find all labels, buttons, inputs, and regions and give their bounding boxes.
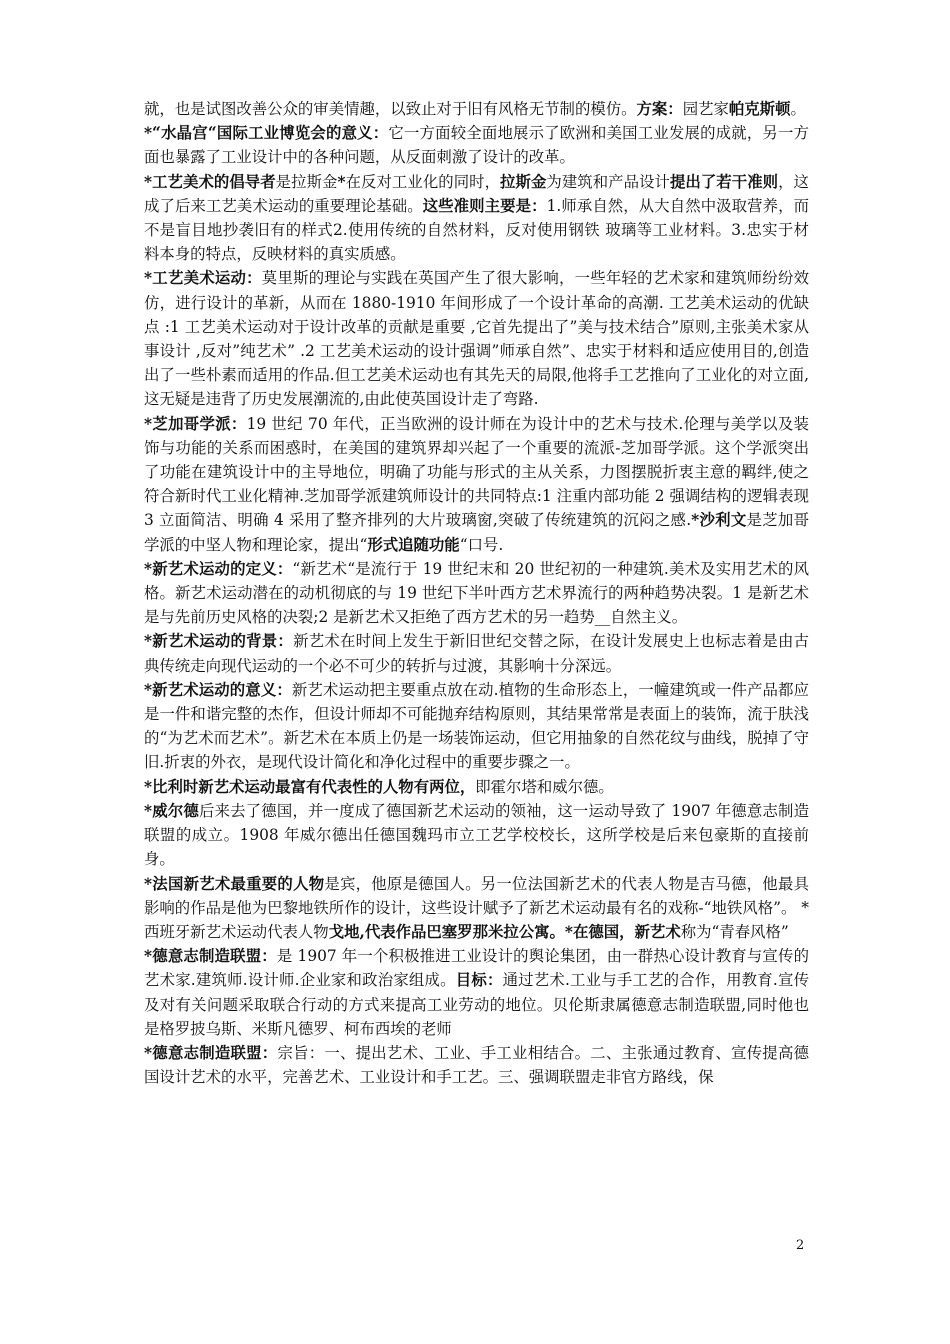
- paragraph-art-nouveau-definition: *新艺术运动的定义：“新艺术“是流行于 19 世纪末和 20 世纪初的一种建筑.美术及实用艺术的风格。新艺术运动潜在的动机彻底的与 19 世纪下半叶西方艺术界流行的两种趋势决裂。1 是新艺术是与先前历史风格的决裂;2 是新艺术又拒绝了西方艺术的另一趋势__自然主义。: [144, 559, 809, 627]
- paragraph-werkbund-aims: *德意志制造联盟：宗旨：一、提出艺术、工业、手工业相结合。二、主张通过教育、宣传提高德国设计艺术的水平，完善艺术、工业设计和手工艺。三、强调联盟走非官方路线，保: [144, 1043, 809, 1087]
- paragraph-werkbund-definition: *德意志制造联盟：是 1907 年一个积极推进工业设计的舆论集团，由一群热心设计教育与宣传的艺术家.建筑师.设计师.企业家和政治家组成。目标：通过艺术.工业与手工艺的合作，用教育.宣传及对有关问题采取联合行动的方式来提高工业劳动的地位。贝伦斯隶属德意志制造联盟,同时他也是格罗披乌斯、米斯凡德罗、柯布西埃的老师: [144, 947, 809, 1038]
- paragraph-arts-crafts-advocate: *工艺美术的倡导者是拉斯金*在反对工业化的同时，拉斯金为建筑和产品设计提出了若干准则，这成了后来工艺美术运动的重要理论基础。这些准则主要是：1.师承自然，从大自然中汲取营养，而不是盲目地抄袭旧有的样式2.使用传统的自然材料，反对使用钢铁 玻璃等工业材料。3.忠实于材料本身的特点，反映材料的真实质感。: [144, 172, 809, 264]
- paragraph-p1: 就，也是试图改善公众的审美情趣，以致止对于旧有风格无节制的模仿。方案：园艺家帕克斯顿。: [144, 100, 806, 118]
- paragraph-chicago-school: *芝加哥学派：19 世纪 70 年代，正当欧洲的设计师在为设计中的艺术与技术.伦理与美学以及装饰与功能的关系而困惑时，在美国的建筑界却兴起了一个重要的流派-芝加哥学派。这个学派突出了功能在建筑设计中的主导地位，明确了功能与形式的主从关系，力图摆脱折衷主意的羁绊,使之符合新时代工业化精神.芝加哥学派建筑师设计的共同特点:1 注重内部功能 2 强调结构的逻辑表现 3 立面简洁、明确 4 采用了整齐排列的大片玻璃窗,突破了传统建筑的沉闷之感.*沙利文是芝加哥学派的中坚人物和理论家，提出“形式追随功能“口号.: [144, 414, 809, 554]
- paragraph-france-art-nouveau: *法国新艺术最重要的人物是宾，他原是德国人。另一位法国新艺术的代表人物是吉马德，他最具影响的作品是他为巴黎地铁所作的设计，这些设计赋予了新艺术运动最有名的戏称-“地铁风格”。 *西班牙新艺术运动代表人物戈地,代表作品巴塞罗那米拉公寓。*在德国，新艺术称为“青春风格”: [144, 874, 809, 941]
- page-number: 2: [796, 1238, 805, 1253]
- paragraph-art-nouveau-significance: *新艺术运动的意义：新艺术运动把主要重点放在动.植物的生命形态上，一幢建筑或一件产品都应是一件和谐完整的杰作，但设计师却不可能抛弃结构原则，其结果常常是表面上的装饰，流于肤浅的“为艺术而艺术”。新艺术在本质上仍是一场装饰运动，但它用抽象的自然花纹与曲线，脱掉了守旧.折衷的外衣，是现代设计简化和净化过程中的重要步骤之一。: [144, 680, 809, 772]
- paragraph-belgium-figures: *比利时新艺术运动最富有代表性的人物有两位，即霍尔塔和威尔德。: [144, 777, 614, 796]
- paragraph-crystal-palace: *“水晶宫“国际工业博览会的意义：它一方面较全面地展示了欧洲和美国工业发展的成就，另一方面也暴露了工业设计中的各种问题，从反面刺激了设计的改革。: [144, 124, 809, 167]
- paragraph-art-nouveau-background: *新艺术运动的背景：新艺术在时间上发生于新旧世纪交替之际，在设计发展史上也标志着是由古典传统走向现代运动的一个必不可少的转折与过渡，其影响十分深远。: [144, 632, 809, 675]
- paragraph-arts-crafts-movement: *工艺美术运动：莫里斯的理论与实践在英国产生了很大影响，一些年轻的艺术家和建筑师纷纷效仿，进行设计的革新，从而在 1880-1910 年间形成了一个设计革命的高潮. 工艺美术运动的优缺点 :1 工艺美术运动对于设计改革的贡献是重要 ,它首先提出了”美与技术结合”原则,主张美术家从事设计 ,反对”纯艺术” .2 工艺美术运动的设计强调”师承自然”、忠实于材料和适应使用目的,创造出了一些朴素而适用的作品.但工艺美术运动也有其先天的局限,他将手工艺推向了工业化的对立面,这无疑是违背了历史发展潮流的,由此使英国设计走了弯路.: [144, 269, 809, 409]
- paragraph-van-de-velde: *威尔德后来去了德国，并一度成了德国新艺术运动的领袖，这一运动导致了 1907 年德意志制造联盟的成立。1908 年威尔德出任德国魏玛市立工艺学校校长，这所学校是后来包豪斯的直接前身。: [144, 801, 809, 869]
- document-body: [144, 97, 809, 1089]
